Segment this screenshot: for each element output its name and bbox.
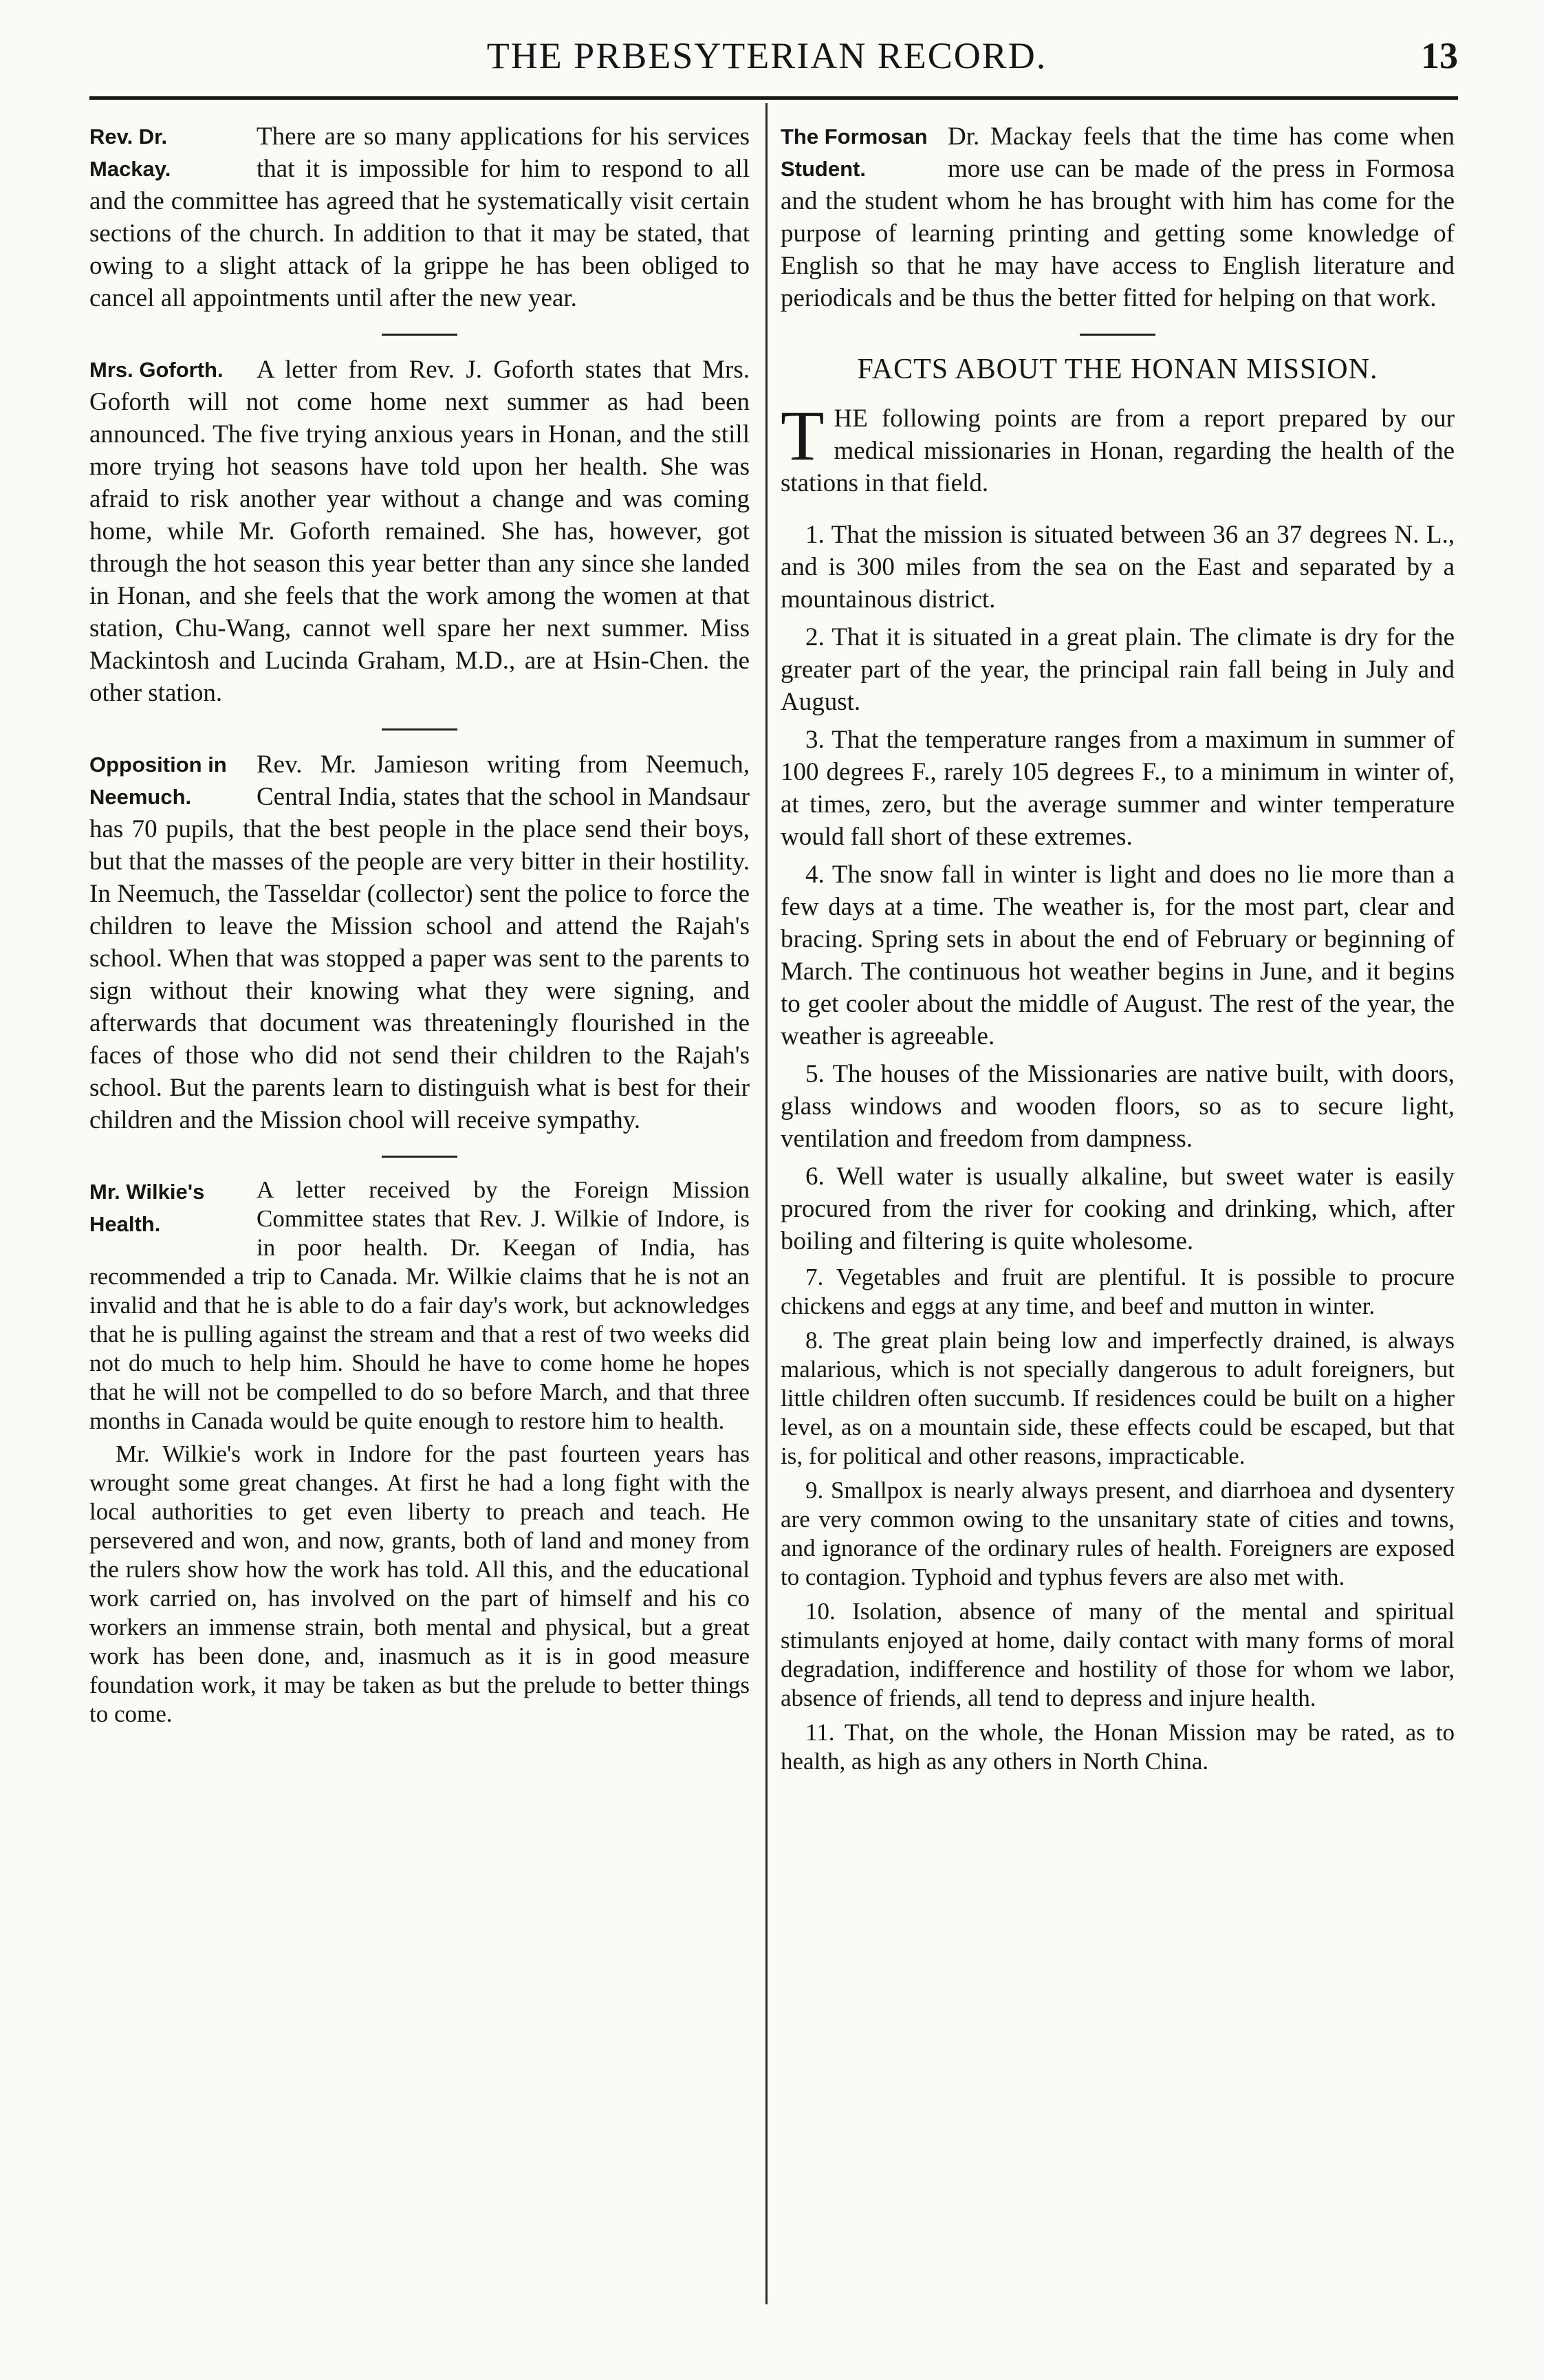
page-number: 13 [1421,35,1458,76]
article-body: A letter received by the Foreign Mission Committee states that Rev. J. Wilkie of Indore, is in poor health. Dr. Keegan of India, has recommended a trip to Canada. Mr. Wilkie claims that he is not an invalid and that he is able to do a fair day's work, but acknowledges that he is pulling against the stream and that a rest of two weeks did not do much to help him. Should he have to come home he hopes that he will not be compelled to do so before March, and that three months in Canada would be quite enough to restore him to health. [89,1176,750,1434]
left-column [89,120,750,1748]
points-list [781,519,1455,1776]
list-item: 4. The snow fall in winter is light and does no lie more than a few days at a time. The weather is, for the most part, clear and bracing. Spring sets in about the end of February or beginning of March. The continuous hot weather begins in June, and it begins to get cooler about the middle of August. The rest of the year, the weather is agreeable. [781,861,1455,1050]
honan-intro [781,402,1455,504]
list-item: 1. That the mission is situated between 36 an 37 degrees N. L., and is 300 miles from the sea on the East and separated by a mountainous district. [781,521,1455,614]
section-rule [382,1156,457,1158]
side-heading: The Formosan Student. [781,125,928,181]
article-formosan-student [781,120,1455,318]
article-body: Mr. Wilkie's work in Indore for the past fourteen years has wrought some great changes. At first he had a long fight with the local authorities to get even liberty to preach and teach. He persevered and won, and now, grants, both of land and money from the rulers show how the work has told. All this, and the educational work carried on, has involved on the part of himself and his co workers an immense strain, both mental and physical, but a great work has been done, and, inasmuch as it is in good measure foundation work, it may be taken as but the prelude to better things to come. [89,1440,750,1727]
list-item: 2. That it is situated in a great plain. The climate is dry for the greater part of the year, the principal rain fall being in July and August. [781,623,1455,716]
section-title: FACTS ABOUT THE HONAN MISSION. [857,354,1378,385]
article-mackay [89,120,750,318]
article-body: Dr. Mackay feels that the time has come when more use can be made of the press in Formosa and the student whom he has brought with him has come for the purpose of learning printing and getting some knowledge of English so that he may have access to English literature and periodicals and be thus the better fitted for helping on that work. [781,122,1455,312]
list-item: 5. The houses of the Missionaries are native built, with doors, glass windows and wooden floors, so as to secure light, ventilation and freedom from dampness. [781,1060,1455,1153]
list-item: 11. That, on the whole, the Honan Mission may be rated, as to health, as high as any others in North China. [781,1719,1455,1775]
list-item: 7. Vegetables and fruit are plentiful. It is possible to procure chickens and eggs at any time, and beef and mutton in winter. [781,1264,1455,1319]
side-heading: Mr. Wilkie's Health. [89,1180,205,1236]
list-item: 8. The great plain being low and imperfectly drained, is always malarious, which is not specially dangerous to adult foreigners, but little children often succumb. If residences could be built on a higher level, as on a mountain side, these effects could be escaped, but that is, for political and other reasons, impracticable. [781,1327,1455,1469]
side-heading: Opposition in Neemuch. [89,753,227,809]
publication-title: THE PRBESYTERIAN RECORD. [486,35,1047,76]
intro-text: HE following points are from a report prepared by our medical missionaries in Honan, regarding the health of the stations in that field. [781,404,1455,497]
right-column [781,120,1455,1782]
article-wilkie [89,1176,750,1733]
page-header [76,21,1458,96]
section-rule [1080,334,1155,336]
column-divider [765,103,768,2304]
article-body: Rev. Mr. Jamieson writing from Neemuch, Central India, states that the school in Mandsaur has 70 pupils, that the best people in the place send their boys, but that the masses of the people are very bitter in their hostility. In Neemuch, the Tasseldar (collector) sent the police to force the children to leave the Mission school and attend the Rajah's school. When that was stopped a paper was sent to the parents to sign without their knowing what they were signing, and afterwards that document was threateningly flourished in the faces of those who did not send their children to the Rajah's school. But the parents learn to distinguish what is best for their children and the Mission chool will receive sympathy. [89,750,750,1134]
section-rule [382,728,457,731]
list-item: 10. Isolation, absence of many of the mental and spiritual stimulants enjoyed at home, daily contact with many forms of moral degradation, indifference and hostility of those for whom we labor, absence of friends, all tend to depress and injure health. [781,1598,1455,1711]
article-body: There are so many applications for his services that it is impossible for him to respond to all and the committee has agreed that he systematically visit certain sections of the church. In addition to that it may be stated, that owing to a slight attack of la grippe he has been obliged to cancel all appointments until after the new year. [89,122,750,312]
side-heading: Mrs. Goforth. [89,358,224,382]
article-body: A letter from Rev. J. Goforth states that Mrs. Goforth will not come home next summer as had been announced. The five trying anxious years in Honan, and the still more trying hot seasons have told upon her health. She was afraid to risk another year without a change and was coming home, while Mr. Goforth remained. She has, however, got through the hot season this year better than any since she landed in Honan, and she feels that the work among the women at that station, Chu-Wang, cannot well spare her next summer. Miss Mackintosh and Lucinda Graham, M.D., are at Hsin-Chen. the other station. [89,356,750,707]
section-rule [382,334,457,336]
list-item: 6. Well water is usually alkaline, but sweet water is easily procured from the river for cooking and drinking, which, after boiling and filtering is quite wholesome. [781,1162,1455,1255]
article-goforth [89,354,750,713]
side-heading: Rev. Dr. Mackay. [89,125,171,181]
drop-cap: T [781,402,825,475]
article-opposition [89,748,750,1140]
list-item: 9. Smallpox is nearly always present, and diarrhoea and dysentery are very common owing to the unsanitary state of cities and towns, and ignorance of the ordinary rules of health. Foreigners are exposed to contagion. Typhoid and typhus fevers are also met with. [781,1477,1455,1590]
header-rule [89,96,1458,100]
list-item: 3. That the temperature ranges from a maximum in summer of 100 degrees F., rarely 105 degrees F., to a minimum in winter of, at times, zero, but the average summer and winter temperature would fall short of these extremes. [781,726,1455,851]
